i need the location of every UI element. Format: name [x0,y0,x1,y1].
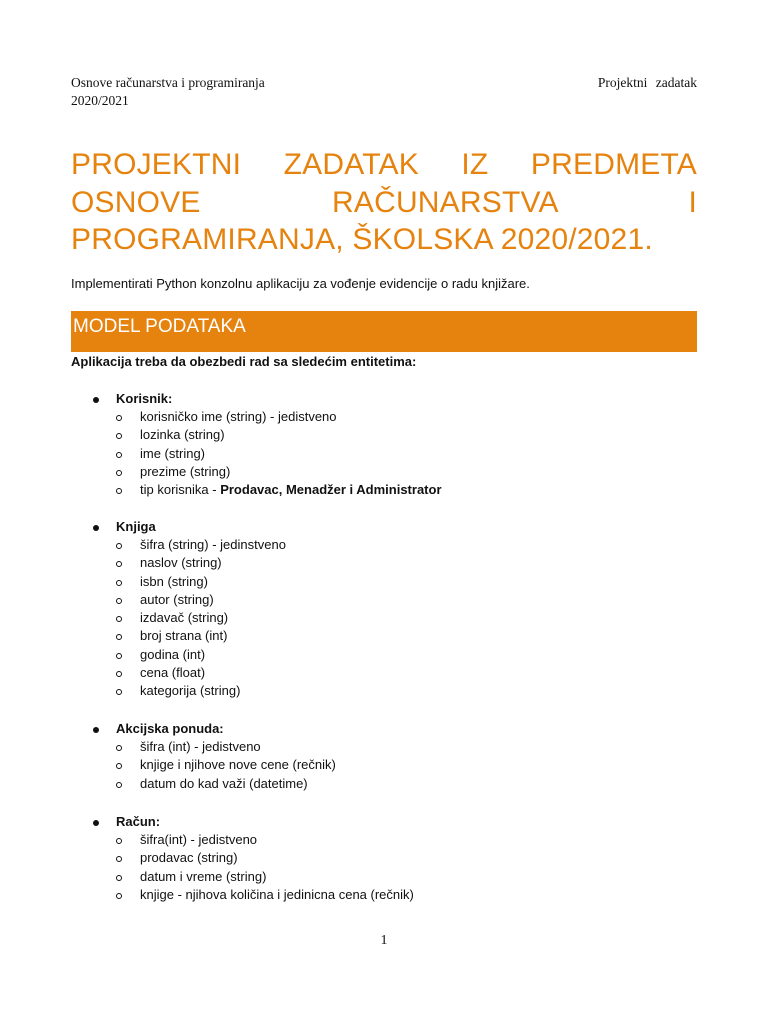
bullet-icon [93,820,99,826]
circle-bullet-icon [116,763,122,769]
attribute-text: datum do kad važi (datetime) [140,775,308,791]
attribute-text: isbn (string) [140,573,208,589]
attribute-bold-text: Prodavac, Menadžer i Administrator [220,482,442,498]
attribute-text: šifra (string) - jedinstveno [140,537,286,552]
attribute-text-wrap [140,591,214,609]
attribute-text-wrap [140,445,205,463]
attribute-text-wrap [140,849,238,867]
entity-name: Račun: [116,814,161,829]
circle-bullet-icon [116,838,122,844]
circle-bullet-icon [116,616,122,622]
circle-bullet-icon [116,856,122,862]
attribute-item [0,756,768,774]
document-title: PROJEKTNI ZADATAK IZ PREDMETA OSNOVE RAČUNARSTVA I PROGRAMIRANJA, ŠKOLSKA 2020/2021. [71,148,697,256]
attribute-item [0,886,768,904]
header-doc-type: Projektni zadatak [597,75,697,90]
circle-bullet-icon [116,470,122,476]
attribute-text: godina (int) [140,646,206,662]
header-left [71,74,265,110]
attribute-item [0,646,768,664]
circle-bullet-icon [116,875,122,881]
attribute-text: tip korisnika - [140,482,221,498]
attribute-item [0,738,768,756]
circle-bullet-icon [116,782,122,788]
attribute-text-wrap [140,886,414,904]
bullet-icon [93,727,99,733]
section-heading: MODEL PODATAKA [73,316,246,337]
circle-bullet-icon [116,433,122,439]
attribute-text: cena (float) [140,665,206,681]
attribute-text: naslov (string) [140,555,222,571]
header-year: 2020/2021 [71,93,129,108]
attribute-item [0,445,768,463]
circle-bullet-icon [116,598,122,604]
attribute-text-wrap [140,868,266,886]
attribute-text: lozinka (string) [140,427,225,443]
header-course: Osnove računarstva i programiranja [71,75,265,90]
attribute-item [0,849,768,867]
attribute-item [0,554,768,572]
lead-paragraph: Aplikacija treba da obezbedi rad sa sledećim entitetima: [71,354,417,369]
attribute-item [0,591,768,609]
attribute-item [0,868,768,886]
attribute-text-wrap [140,775,308,793]
attribute-text-wrap [140,573,208,591]
attribute-text-wrap [140,756,336,774]
attribute-list [0,408,768,499]
attribute-text: izdavač (string) [140,610,229,626]
attribute-text-wrap [140,554,222,572]
attribute-text: broj strana (int) [140,628,228,644]
circle-bullet-icon [116,561,122,567]
page-number: 1 [380,933,388,948]
attribute-text: autor (string) [140,591,214,607]
attribute-list [0,536,768,701]
circle-bullet-icon [116,689,122,695]
attribute-item [0,481,768,499]
entity-name: Knjiga [116,519,156,534]
circle-bullet-icon [116,893,122,899]
circle-bullet-icon [116,415,122,421]
intro-paragraph: Implementirati Python konzolnu aplikaciju za vođenje evidencije o radu knjižare. [71,276,530,291]
attribute-text-wrap [140,536,286,554]
attribute-text-wrap [140,408,337,426]
attribute-text: datum i vreme (string) [140,868,267,884]
attribute-list [0,738,768,793]
attribute-text: ime (string) [140,445,206,461]
attribute-text: prodavac (string) [140,850,238,866]
circle-bullet-icon [116,580,122,586]
bullet-icon [93,525,99,531]
entity-name: Akcijska ponuda: [116,721,224,736]
attribute-item [0,609,768,627]
attribute-text-wrap [140,463,230,481]
entity-name: Korisnik: [116,391,173,406]
section-heading-bar [71,311,697,352]
attribute-item [0,831,768,849]
attribute-text: knjige i njihove nove cene (rečnik) [140,757,336,773]
attribute-item [0,682,768,700]
attribute-text-wrap [140,609,228,627]
attribute-item [0,573,768,591]
attribute-text-wrap [140,831,257,849]
attribute-item [0,463,768,481]
attribute-list [0,831,768,904]
attribute-text: kategorija (string) [140,683,241,699]
attribute-item [0,536,768,554]
circle-bullet-icon [116,452,122,458]
circle-bullet-icon [116,543,122,549]
bullet-icon [93,397,99,403]
attribute-text: šifra (int) - jedistveno [140,739,261,754]
attribute-text-wrap [140,627,227,645]
attribute-text-wrap [140,481,442,499]
attribute-item [0,664,768,682]
attribute-text: knjige - njihova količina i jedinicna cena (rečnik) [140,886,414,902]
circle-bullet-icon [116,745,122,751]
circle-bullet-icon [116,653,122,659]
attribute-text-wrap [140,738,261,756]
circle-bullet-icon [116,671,122,677]
page-header [71,74,697,110]
attribute-text-wrap [140,426,225,444]
attribute-item [0,627,768,645]
circle-bullet-icon [116,488,122,494]
attribute-item [0,775,768,793]
attribute-text: šifra(int) - jedistveno [140,832,258,847]
attribute-item [0,408,768,426]
circle-bullet-icon [116,634,122,640]
attribute-text: korisničko ime (string) - jedistveno [140,409,337,424]
attribute-text-wrap [140,646,205,664]
attribute-text-wrap [140,682,240,700]
attribute-text-wrap [140,664,205,682]
attribute-text: prezime (string) [140,463,231,479]
attribute-item [0,426,768,444]
